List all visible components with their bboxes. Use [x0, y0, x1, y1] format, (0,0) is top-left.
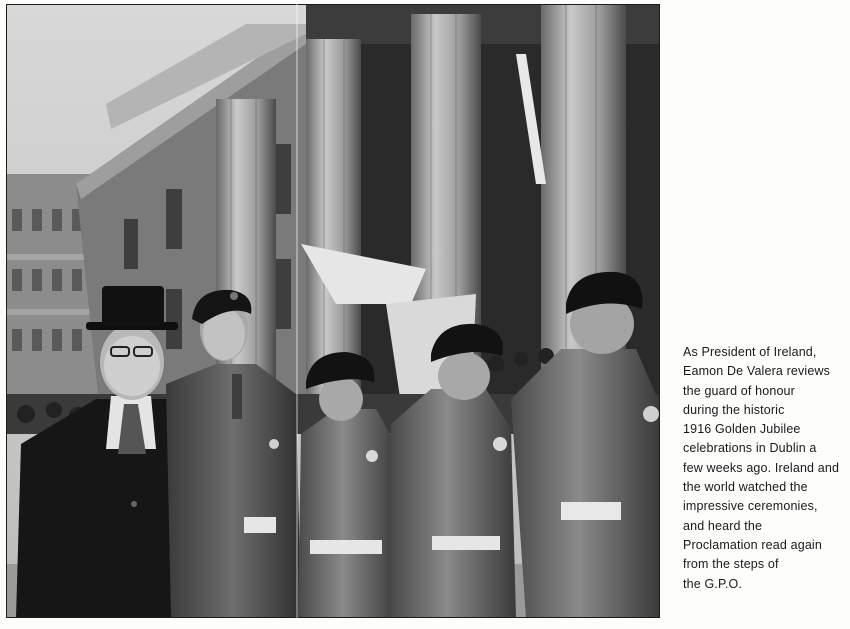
caption-line: celebrations in Dublin a	[683, 441, 817, 456]
caption-line: from the steps of	[683, 557, 779, 572]
ceremony-photo	[6, 4, 660, 618]
caption-line: 1916 Golden Jubilee	[683, 422, 801, 437]
caption-line: impressive ceremonies,	[683, 499, 818, 514]
caption-line: Eamon De Valera reviews	[683, 364, 831, 379]
caption-line: during the historic	[683, 402, 785, 417]
caption-line: the world watched the	[683, 480, 808, 495]
photo-illustration	[6, 4, 660, 618]
caption-line: Proclamation read again	[683, 537, 822, 552]
page-fold-line	[296, 4, 298, 618]
caption-line: the G.P.O.	[683, 576, 742, 591]
photo-caption	[683, 343, 848, 594]
caption-line: the guard of honour	[683, 383, 795, 398]
caption-line: few weeks ago. Ireland and	[683, 460, 840, 475]
caption-line: and heard the	[683, 518, 763, 533]
caption-line: As President of Ireland,	[683, 345, 817, 359]
